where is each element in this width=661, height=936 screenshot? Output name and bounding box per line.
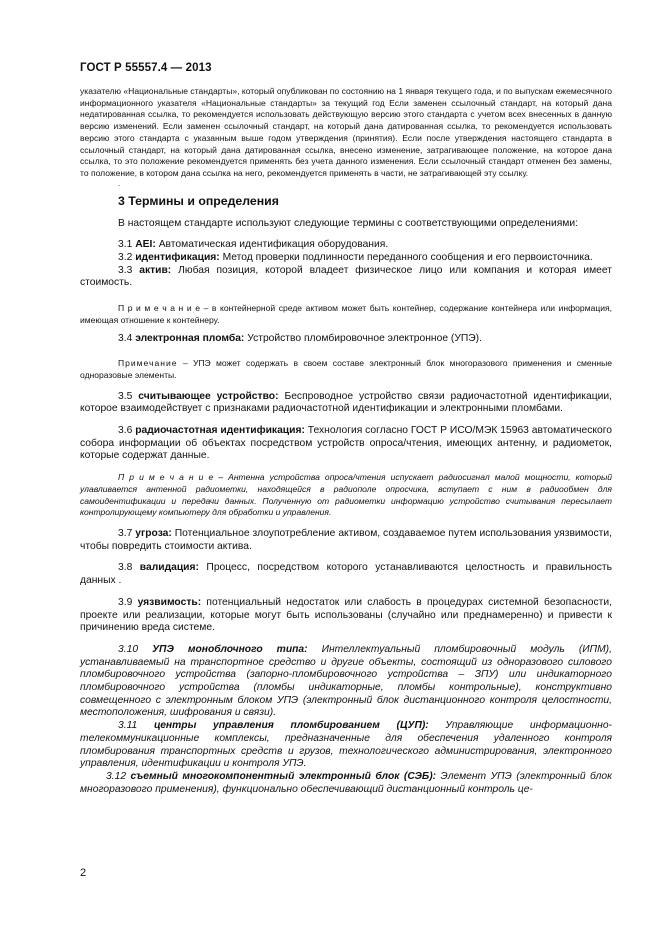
term-3-7 — [80, 528, 612, 553]
term-definition: Интеллектуальный пломбировочный модуль (ИПМ), устанавливаемый на транспортное средство и другие объекты, состоящий из одноразового силового пломбировочного устройства (запорно-пломбировочного устройства – ЗПУ) или индикаторного пломбировочного устройства (пломбы индикаторные, пломбы контрольные), конструктивно совмещенного с электронным блоком УПЭ (электронный блок дистанционного контроля целостности, местоположения, шифрования и связи). — [80, 643, 612, 719]
term-3-12 — [80, 771, 612, 796]
term-definition: Технология согласно ГОСТ Р ИСО/МЭК 15963 автоматического собора информации об объектах посредством устройств опроса/чтения, имеющих антенну, и радиометок, которые содержат данные. — [80, 425, 612, 462]
term-3-6 — [80, 425, 612, 463]
term-definition: Беспроводное устройство связи радиочастотной идентификации, которое взаимодействует с признаками радиочастотной идентификации и электронными пломбами. — [80, 390, 612, 415]
note-2 — [80, 358, 612, 381]
term-number: 3.6 — [118, 425, 133, 437]
term-number: 3.4 — [118, 332, 133, 344]
term-number: 3.11 — [118, 720, 138, 732]
term-name: AEI: — [135, 239, 156, 251]
note-text: – УПЭ может содержать в своем составе электронный блок многоразового применения и сменные одноразовые элементы. — [80, 358, 612, 380]
term-3-11 — [80, 720, 612, 771]
note-label: П р и м е ч а н и е — [118, 472, 214, 483]
section-intro: В настоящем стандарте используют следующие термины с соответствующими определениями: — [118, 217, 578, 229]
term-name: валидация: — [139, 562, 199, 574]
term-number: 3.9 — [118, 596, 133, 608]
term-number: 3.1 — [118, 239, 133, 251]
note-text: – Антенна устройства опроса/чтения испускает радиосигнал малой мощности, который улавливается антенной радиометки, находящейся в радиополе опросчика, вступает с ним в радиообмен для самоидентификации и передачи данных. Полученную от радиометки информацию устройство считывания пересылает контролирующему компьютеру для обработки и управления. — [80, 472, 612, 518]
term-3-4 — [80, 333, 612, 346]
term-number: 3.12 — [106, 770, 127, 782]
note-label: П р и м е ч а н и е — [118, 303, 200, 314]
term-name: уязвимость: — [137, 596, 202, 608]
note-text: – в контейнерной среде активом может быть контейнер, содержание контейнера или информация, имеющая отношение к контейнеру. — [80, 303, 612, 325]
term-definition: Элемент УПЭ (электронный блок многоразового применения), функционально обеспечивающий дистанционный контроль це- — [80, 770, 612, 795]
term-number: 3.8 — [118, 562, 133, 574]
intro-paragraph: указателю «Национальные стандарты», который опубликован по состоянию на 1 января текущего года, и по выпускам ежемесячного информационного указателя «Национальные стандарты» за текущий год Если заменен ссылочный стандарт, на который дана недатированная ссылка, то рекомендуется использовать действующую версию этого стандарта с учетом всех внесенных в данную версию изменений. Если заменен ссылочный стандарт, на который дана датированная ссылка, то рекомендуется использовать версию этого стандарта с указанным выше годом утверждения (принятия). Если после утверждения настоящего стандарта в ссылочный стандарт, на который дана датированная ссылка, внесено изменение, затрагивающее положение, на которое дана ссылка, то это положение рекомендуется применять без учета данного изменения. Если ссылочный стандарт отменен без замены, то положение, в котором дана ссылка на него, рекомендуется применять в части, не затрагивающей эту ссылку. — [80, 86, 612, 178]
section-heading: 3 Термины и определения — [118, 193, 279, 208]
term-definition: Устройство пломбировочное электронное (УПЭ). — [247, 332, 482, 344]
term-definition: Управляющие информационно-телекоммуникационные комплексы, предназначенные для обеспечения удаленного контроля пломбирования транспортных средств и грузов, технологического администрирования, электронного управления, идентификации и контроля УПЭ. — [80, 720, 612, 770]
term-name: УПЭ моноблочного типа: — [152, 643, 308, 655]
term-definition: Автоматическая идентификация оборудования. — [158, 239, 389, 251]
page-content — [80, 86, 612, 796]
term-name: считывающее устройство: — [138, 390, 279, 402]
page-number: 2 — [80, 867, 87, 879]
term-number: 3.5 — [118, 390, 133, 402]
note-label: Примечание — [118, 358, 178, 369]
term-name: радиочастотная идентификация: — [135, 425, 305, 437]
term-3-8 — [80, 562, 612, 587]
term-definition: Любая позиция, которой владеет физическое лицо или компания и которая имеет стоимость. — [80, 264, 612, 289]
term-definition: потенциальный недостаток или слабость в процедурах системной безопасности, проекте или реализации, которые могут быть использованы (случайно или преднамеренно) и привести к причинению вреда системе. — [80, 596, 612, 634]
term-number: 3.7 — [118, 527, 133, 539]
term-name: идентификация: — [135, 252, 220, 264]
term-name: центры управления пломбированием (ЦУП): — [153, 720, 429, 732]
term-3-2 — [80, 252, 612, 265]
term-name: съемный многокомпонентный электронный блок (СЭБ): — [130, 770, 437, 782]
term-3-5 — [80, 391, 612, 416]
term-name: угроза: — [135, 527, 172, 539]
term-3-10 — [80, 644, 612, 720]
term-3-9 — [80, 597, 612, 635]
term-3-3 — [80, 265, 612, 290]
stray-mark: . — [118, 178, 121, 188]
term-definition: Процесс, посредством которого устанавливаются целостность и правильность данных . — [80, 562, 612, 587]
term-name: актив: — [139, 264, 172, 276]
term-number: 3.10 — [118, 643, 139, 655]
term-3-1 — [80, 239, 612, 252]
page-header: ГОСТ Р 55557.4 — 2013 — [80, 62, 212, 74]
term-number: 3.2 — [118, 252, 133, 264]
term-number: 3.3 — [118, 264, 133, 276]
note-1 — [80, 303, 612, 326]
note-3 — [80, 472, 612, 519]
term-name: электронная пломба: — [135, 332, 245, 344]
term-definition: Метод проверки подлинности переданного сообщения и его первоисточника. — [222, 252, 593, 264]
term-definition: Потенциальное злоупотребление активом, создаваемое путем использования уязвимости, чтобы повредить стоимости актива. — [80, 527, 612, 552]
